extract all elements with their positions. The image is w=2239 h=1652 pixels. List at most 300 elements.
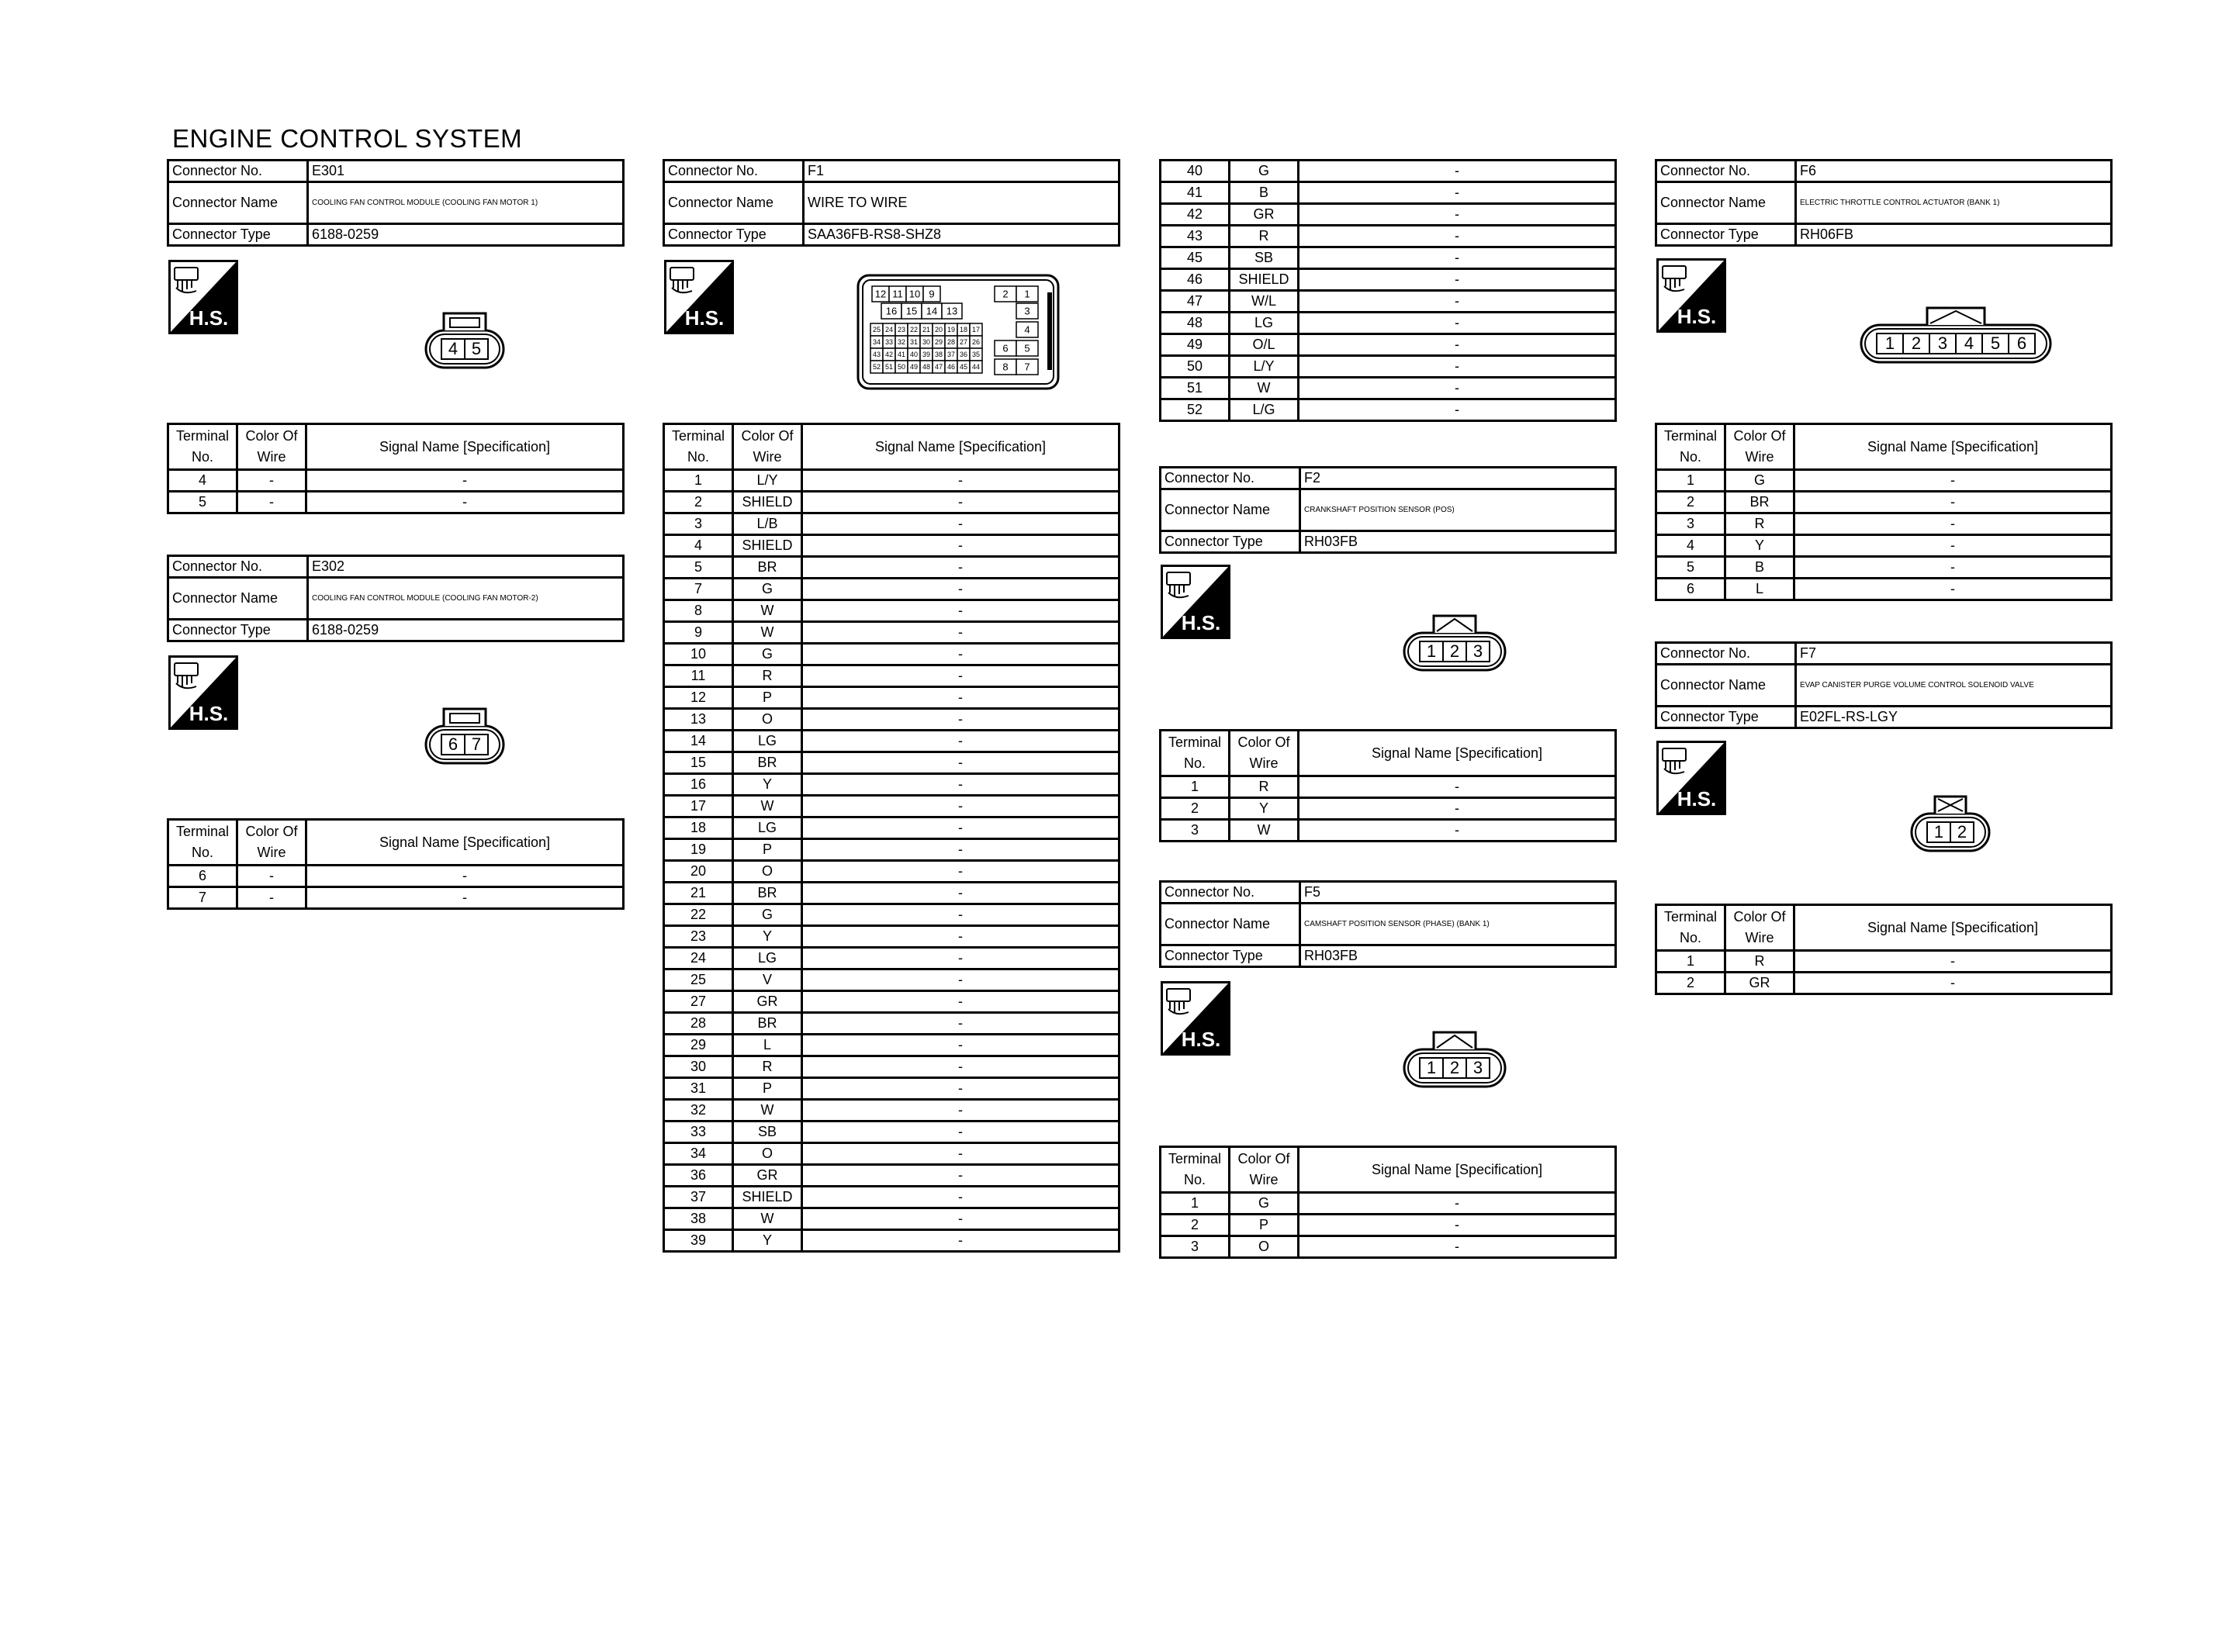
terminal-no-cell: 13 bbox=[664, 709, 733, 731]
pin-label: 20 bbox=[934, 326, 943, 334]
connector-no-value: F5 bbox=[1300, 882, 1616, 904]
table-row bbox=[664, 774, 1120, 796]
wire-color-cell: O bbox=[733, 861, 802, 883]
wire-color-cell: LG bbox=[1230, 313, 1299, 334]
terminal-table bbox=[167, 818, 625, 910]
pin-label: 4 bbox=[1964, 334, 1974, 353]
terminal-no-cell: 6 bbox=[168, 866, 237, 887]
terminal-no-cell: 21 bbox=[664, 883, 733, 904]
pin-label: 2 bbox=[1957, 822, 1967, 842]
color-wire-header: Color Of Wire bbox=[733, 424, 802, 470]
signal-name-cell: - bbox=[802, 622, 1120, 644]
wire-color-cell: L/G bbox=[1230, 399, 1299, 421]
terminal-no-cell: 3 bbox=[1161, 1236, 1230, 1258]
table-row bbox=[1161, 399, 1616, 421]
wire-color-cell: R bbox=[733, 1056, 802, 1078]
terminal-no-cell: 3 bbox=[1656, 513, 1725, 535]
wire-color-cell: - bbox=[237, 866, 306, 887]
pin-label: 24 bbox=[884, 326, 894, 334]
terminal-table-continued bbox=[1159, 159, 1617, 422]
pin-label: 10 bbox=[908, 288, 921, 300]
hs-icon-label: H.S. bbox=[189, 702, 229, 725]
pin-label: 3 bbox=[1024, 305, 1030, 317]
signal-name-cell: - bbox=[1794, 492, 2112, 513]
terminal-no-cell: 49 bbox=[1161, 334, 1230, 356]
signal-name-header: Signal Name [Specification] bbox=[1299, 1147, 1616, 1193]
connector-no-label: Connector No. bbox=[664, 161, 804, 182]
terminal-no-cell: 20 bbox=[664, 861, 733, 883]
table-row bbox=[664, 1208, 1120, 1230]
signal-name-cell: - bbox=[1299, 1236, 1616, 1258]
table-row bbox=[664, 839, 1120, 861]
terminal-no-cell: 2 bbox=[1161, 1215, 1230, 1236]
signal-name-cell: - bbox=[306, 887, 624, 909]
harness-side-icon bbox=[664, 260, 734, 334]
wire-color-cell: Y bbox=[1230, 798, 1299, 820]
connector-face-icon bbox=[1401, 1021, 1508, 1099]
wire-color-cell: LG bbox=[733, 817, 802, 839]
wire-color-cell: BR bbox=[733, 557, 802, 579]
terminal-no-cell: 43 bbox=[1161, 226, 1230, 247]
connector-name-value: CAMSHAFT POSITION SENSOR (PHASE) (BANK 1) bbox=[1300, 904, 1616, 945]
wire-color-cell: SB bbox=[733, 1121, 802, 1143]
connector-name-value: ELECTRIC THROTTLE CONTROL ACTUATOR (BANK 1) bbox=[1796, 182, 2112, 224]
pin-label: 1 bbox=[1426, 1058, 1437, 1077]
pin-label: 42 bbox=[884, 351, 894, 359]
connector-info bbox=[1655, 159, 2113, 247]
pin-label: 5 bbox=[471, 339, 482, 358]
pin-label: 1 bbox=[1933, 822, 1944, 842]
wire-color-cell: Y bbox=[733, 1230, 802, 1252]
terminal-no-cell: 1 bbox=[664, 470, 733, 492]
wire-color-cell: R bbox=[1725, 513, 1794, 535]
color-wire-header: Color Of Wire bbox=[1725, 905, 1794, 951]
pin-label: 44 bbox=[971, 363, 981, 372]
table-row bbox=[664, 904, 1120, 926]
wire-color-cell: G bbox=[1230, 1193, 1299, 1215]
pin-label: 3 bbox=[1937, 334, 1948, 353]
harness-side-icon bbox=[168, 655, 238, 730]
wire-color-cell: Y bbox=[733, 774, 802, 796]
terminal-no-cell: 30 bbox=[664, 1056, 733, 1078]
hs-icon bbox=[664, 260, 734, 334]
pin-label: 16 bbox=[885, 305, 898, 317]
terminal-no-cell: 41 bbox=[1161, 182, 1230, 204]
signal-name-cell: - bbox=[802, 861, 1120, 883]
signal-name-cell: - bbox=[1299, 269, 1616, 291]
table-row bbox=[168, 887, 624, 909]
color-wire-header: Color Of Wire bbox=[1725, 424, 1794, 470]
wire-color-cell: O bbox=[1230, 1236, 1299, 1258]
terminal-no-cell: 18 bbox=[664, 817, 733, 839]
terminal-no-cell: 5 bbox=[1656, 557, 1725, 579]
wire-color-cell: LG bbox=[733, 948, 802, 969]
pin-label: 6 bbox=[1002, 342, 1009, 354]
connector-face-icon bbox=[856, 274, 1060, 390]
connector-type-label: Connector Type bbox=[1656, 224, 1796, 246]
wire-color-cell: P bbox=[733, 839, 802, 861]
terminal-no-cell: 5 bbox=[664, 557, 733, 579]
wire-color-cell: P bbox=[1230, 1215, 1299, 1236]
terminal-no-cell: 4 bbox=[168, 470, 237, 492]
terminal-no-cell: 38 bbox=[664, 1208, 733, 1230]
pin-label: 2 bbox=[1911, 334, 1922, 353]
terminal-no-cell: 37 bbox=[664, 1187, 733, 1208]
table-row bbox=[664, 796, 1120, 817]
connector-type-label: Connector Type bbox=[1161, 945, 1300, 967]
connector-name-label: Connector Name bbox=[1161, 904, 1300, 945]
terminal-no-cell: 12 bbox=[664, 687, 733, 709]
hs-icon-label: H.S. bbox=[1677, 787, 1717, 810]
terminal-no-cell: 11 bbox=[664, 665, 733, 687]
terminal-no-header: Terminal No. bbox=[1656, 424, 1725, 470]
connector-face-icon bbox=[1858, 297, 2054, 375]
terminal-no-cell: 39 bbox=[664, 1230, 733, 1252]
pin-label: 11 bbox=[892, 288, 903, 300]
signal-name-header: Signal Name [Specification] bbox=[802, 424, 1120, 470]
wire-color-cell: W bbox=[733, 600, 802, 622]
table-row bbox=[664, 644, 1120, 665]
connector-type-label: Connector Type bbox=[1161, 531, 1300, 553]
pin-label: 36 bbox=[959, 351, 968, 359]
signal-name-cell: - bbox=[802, 1208, 1120, 1230]
signal-name-cell: - bbox=[1299, 399, 1616, 421]
terminal-no-cell: 33 bbox=[664, 1121, 733, 1143]
terminal-no-cell: 47 bbox=[1161, 291, 1230, 313]
signal-name-cell: - bbox=[1299, 776, 1616, 798]
terminal-no-cell: 2 bbox=[664, 492, 733, 513]
table-row bbox=[664, 948, 1120, 969]
table-row bbox=[168, 866, 624, 887]
connector-no-value: F1 bbox=[804, 161, 1120, 182]
terminal-no-cell: 23 bbox=[664, 926, 733, 948]
terminal-no-cell: 1 bbox=[1656, 470, 1725, 492]
table-row bbox=[1161, 378, 1616, 399]
wire-color-cell: SHIELD bbox=[733, 535, 802, 557]
terminal-list bbox=[167, 423, 625, 514]
terminal-no-cell: 24 bbox=[664, 948, 733, 969]
terminal-no-cell: 36 bbox=[664, 1165, 733, 1187]
terminal-no-cell: 8 bbox=[664, 600, 733, 622]
pin-label: 2 bbox=[1449, 641, 1460, 661]
table-row bbox=[1161, 247, 1616, 269]
wire-color-cell: R bbox=[1230, 226, 1299, 247]
terminal-no-cell: 4 bbox=[1656, 535, 1725, 557]
terminal-no-cell: 1 bbox=[1161, 776, 1230, 798]
connector-info bbox=[1159, 466, 1617, 554]
connector-type-label: Connector Type bbox=[1656, 707, 1796, 728]
wire-color-cell: - bbox=[237, 470, 306, 492]
table-row bbox=[1656, 470, 2112, 492]
pin-label: 48 bbox=[922, 363, 931, 372]
signal-name-cell: - bbox=[1299, 291, 1616, 313]
signal-name-cell: - bbox=[802, 1230, 1120, 1252]
terminal-no-header: Terminal No. bbox=[1161, 1147, 1230, 1193]
wire-color-cell: BR bbox=[733, 883, 802, 904]
signal-name-cell: - bbox=[802, 557, 1120, 579]
table-row bbox=[664, 1056, 1120, 1078]
pin-label: 28 bbox=[946, 338, 956, 347]
table-row bbox=[1161, 820, 1616, 842]
signal-name-cell: - bbox=[802, 1056, 1120, 1078]
pin-label: 14 bbox=[926, 305, 938, 317]
table-row bbox=[664, 557, 1120, 579]
pin-label: 6 bbox=[2016, 334, 2027, 353]
terminal-no-cell: 48 bbox=[1161, 313, 1230, 334]
connector-info bbox=[167, 555, 625, 642]
wire-color-cell: Y bbox=[733, 926, 802, 948]
connector-name-label: Connector Name bbox=[664, 182, 804, 224]
connector-type-label: Connector Type bbox=[168, 620, 308, 641]
connector-info-table bbox=[1655, 159, 2113, 247]
connector-name-value: COOLING FAN CONTROL MODULE (COOLING FAN MOTOR 1) bbox=[308, 182, 624, 224]
pin-label: 52 bbox=[872, 363, 881, 372]
table-row bbox=[664, 1035, 1120, 1056]
hs-icon-label: H.S. bbox=[684, 306, 725, 330]
signal-name-cell: - bbox=[802, 1143, 1120, 1165]
signal-name-cell: - bbox=[802, 991, 1120, 1013]
wire-color-cell: GR bbox=[733, 991, 802, 1013]
wire-color-cell: G bbox=[733, 644, 802, 665]
terminal-no-cell: 9 bbox=[664, 622, 733, 644]
signal-name-cell: - bbox=[802, 1100, 1120, 1121]
pin-label: 5 bbox=[1990, 334, 2001, 353]
signal-name-cell: - bbox=[802, 752, 1120, 774]
terminal-table bbox=[1159, 1146, 1617, 1259]
table-row bbox=[1656, 579, 2112, 600]
connector-name-value: CRANKSHAFT POSITION SENSOR (POS) bbox=[1300, 489, 1616, 531]
signal-name-cell: - bbox=[802, 1013, 1120, 1035]
table-row bbox=[664, 969, 1120, 991]
table-row bbox=[664, 1143, 1120, 1165]
signal-name-cell: - bbox=[802, 1078, 1120, 1100]
pin-label: 9 bbox=[929, 288, 935, 300]
signal-name-cell: - bbox=[1299, 820, 1616, 842]
table-row bbox=[1656, 557, 2112, 579]
connector-type-value: SAA36FB-RS8-SHZ8 bbox=[804, 224, 1120, 246]
terminal-no-cell: 51 bbox=[1161, 378, 1230, 399]
connector-name-value: WIRE TO WIRE bbox=[804, 182, 1120, 224]
wire-color-cell: G bbox=[1230, 161, 1299, 182]
table-row bbox=[1161, 1193, 1616, 1215]
wire-color-cell: G bbox=[733, 579, 802, 600]
signal-name-cell: - bbox=[1299, 334, 1616, 356]
harness-side-icon bbox=[168, 260, 238, 334]
pin-label: 6 bbox=[448, 734, 459, 754]
terminal-no-cell: 2 bbox=[1656, 973, 1725, 994]
signal-name-header: Signal Name [Specification] bbox=[1299, 731, 1616, 776]
table-row bbox=[1161, 1236, 1616, 1258]
connector-type-label: Connector Type bbox=[664, 224, 804, 246]
wire-color-cell: SHIELD bbox=[733, 1187, 802, 1208]
terminal-no-cell: 7 bbox=[664, 579, 733, 600]
terminal-no-header: Terminal No. bbox=[664, 424, 733, 470]
pin-label: 4 bbox=[1024, 323, 1030, 336]
pin-label: 40 bbox=[909, 351, 919, 359]
terminal-list bbox=[1655, 904, 2113, 995]
terminal-no-header: Terminal No. bbox=[1161, 731, 1230, 776]
pin-label: 47 bbox=[934, 363, 943, 372]
signal-name-cell: - bbox=[802, 513, 1120, 535]
pin-label: 39 bbox=[922, 351, 931, 359]
terminal-no-cell: 1 bbox=[1161, 1193, 1230, 1215]
wire-color-cell: GR bbox=[1230, 204, 1299, 226]
terminal-no-cell: 27 bbox=[664, 991, 733, 1013]
wire-color-cell: W bbox=[733, 1208, 802, 1230]
pin-label: 27 bbox=[959, 338, 968, 347]
terminal-no-cell: 2 bbox=[1656, 492, 1725, 513]
terminal-no-cell: 25 bbox=[664, 969, 733, 991]
terminal-no-cell: 2 bbox=[1161, 798, 1230, 820]
connector-info bbox=[167, 159, 625, 247]
wire-color-cell: R bbox=[1725, 951, 1794, 973]
connector-no-label: Connector No. bbox=[1161, 468, 1300, 489]
table-row bbox=[1161, 161, 1616, 182]
table-row bbox=[664, 1013, 1120, 1035]
connector-info-table bbox=[1159, 880, 1617, 968]
connector-type-value: RH03FB bbox=[1300, 945, 1616, 967]
hs-icon bbox=[1161, 981, 1230, 1056]
connector-type-value: 6188-0259 bbox=[308, 224, 624, 246]
pin-label: 46 bbox=[946, 363, 956, 372]
wire-color-cell: G bbox=[733, 904, 802, 926]
table-row bbox=[1656, 973, 2112, 994]
pin-label: 49 bbox=[909, 363, 919, 372]
pin-label: 31 bbox=[909, 338, 919, 347]
wire-color-cell: P bbox=[733, 687, 802, 709]
pin-label: 17 bbox=[971, 326, 981, 334]
terminal-list bbox=[1159, 729, 1617, 842]
signal-name-header: Signal Name [Specification] bbox=[1794, 424, 2112, 470]
table-row bbox=[1161, 204, 1616, 226]
table-row bbox=[664, 1078, 1120, 1100]
table-row bbox=[664, 709, 1120, 731]
signal-name-cell: - bbox=[1794, 513, 2112, 535]
wire-color-cell: L bbox=[1725, 579, 1794, 600]
connector-name-label: Connector Name bbox=[1161, 489, 1300, 531]
wire-color-cell: W bbox=[733, 1100, 802, 1121]
harness-side-icon bbox=[1161, 981, 1230, 1056]
wire-color-cell: W bbox=[1230, 820, 1299, 842]
table-row bbox=[1161, 798, 1616, 820]
terminal-no-cell: 3 bbox=[1161, 820, 1230, 842]
table-row bbox=[664, 513, 1120, 535]
connector-face-icon bbox=[1401, 605, 1508, 683]
connector-name-value: EVAP CANISTER PURGE VOLUME CONTROL SOLENOID VALVE bbox=[1796, 665, 2112, 707]
table-row bbox=[664, 752, 1120, 774]
connector-type-value: E02FL-RS-LGY bbox=[1796, 707, 2112, 728]
pin-label: 4 bbox=[448, 339, 459, 358]
terminal-no-cell: 15 bbox=[664, 752, 733, 774]
signal-name-cell: - bbox=[1794, 951, 2112, 973]
signal-name-cell: - bbox=[802, 774, 1120, 796]
wire-color-cell: L/B bbox=[733, 513, 802, 535]
signal-name-cell: - bbox=[1794, 557, 2112, 579]
signal-name-cell: - bbox=[802, 470, 1120, 492]
connector-no-value: F7 bbox=[1796, 643, 2112, 665]
pin-label: 1 bbox=[1024, 288, 1030, 300]
signal-name-cell: - bbox=[306, 866, 624, 887]
wire-color-cell: W/L bbox=[1230, 291, 1299, 313]
pin-label: 33 bbox=[884, 338, 894, 347]
table-row bbox=[1656, 492, 2112, 513]
pin-label: 35 bbox=[971, 351, 981, 359]
harness-side-icon bbox=[1161, 565, 1230, 639]
wire-color-cell: L/Y bbox=[733, 470, 802, 492]
pin-label: 19 bbox=[946, 326, 956, 334]
wire-color-cell: SHIELD bbox=[733, 492, 802, 513]
signal-name-cell: - bbox=[802, 600, 1120, 622]
wire-color-cell: O bbox=[733, 709, 802, 731]
connector-face-icon bbox=[1909, 786, 1992, 863]
table-row bbox=[664, 1165, 1120, 1187]
color-wire-header: Color Of Wire bbox=[237, 424, 306, 470]
wire-color-cell: O bbox=[733, 1143, 802, 1165]
table-row bbox=[664, 817, 1120, 839]
signal-name-cell: - bbox=[802, 1165, 1120, 1187]
pin-label: 32 bbox=[897, 338, 906, 347]
table-row bbox=[1656, 535, 2112, 557]
signal-name-cell: - bbox=[802, 644, 1120, 665]
pin-label: 5 bbox=[1024, 342, 1030, 354]
color-wire-header: Color Of Wire bbox=[1230, 731, 1299, 776]
connector-name-label: Connector Name bbox=[168, 578, 308, 620]
pin-label: 7 bbox=[471, 734, 482, 754]
hs-icon bbox=[1656, 258, 1726, 333]
table-row bbox=[664, 1100, 1120, 1121]
connector-name-label: Connector Name bbox=[1656, 665, 1796, 707]
table-row bbox=[1656, 951, 2112, 973]
pin-label: 12 bbox=[874, 288, 887, 300]
hs-icon bbox=[1656, 741, 1726, 815]
pin-label: 50 bbox=[897, 363, 906, 372]
table-row bbox=[1161, 1215, 1616, 1236]
terminal-list bbox=[167, 818, 625, 910]
connector-no-value: F6 bbox=[1796, 161, 2112, 182]
pin-label: 30 bbox=[922, 338, 931, 347]
table-row bbox=[1161, 776, 1616, 798]
signal-name-cell: - bbox=[306, 470, 624, 492]
pin-label: 26 bbox=[971, 338, 981, 347]
terminal-no-cell: 5 bbox=[168, 492, 237, 513]
signal-name-header: Signal Name [Specification] bbox=[306, 820, 624, 866]
table-row bbox=[664, 600, 1120, 622]
terminal-no-cell: 16 bbox=[664, 774, 733, 796]
wire-color-cell: B bbox=[1725, 557, 1794, 579]
wire-color-cell: L bbox=[733, 1035, 802, 1056]
connector-no-label: Connector No. bbox=[168, 556, 308, 578]
connector-no-label: Connector No. bbox=[1656, 161, 1796, 182]
terminal-list bbox=[663, 423, 1120, 1253]
connector-type-label: Connector Type bbox=[168, 224, 308, 246]
connector-face-icon bbox=[423, 698, 507, 776]
wire-color-cell: SHIELD bbox=[1230, 269, 1299, 291]
hs-icon-label: H.S. bbox=[1181, 1028, 1221, 1051]
terminal-table bbox=[1655, 904, 2113, 995]
table-row bbox=[664, 926, 1120, 948]
pin-label: 51 bbox=[884, 363, 894, 372]
terminal-no-cell: 32 bbox=[664, 1100, 733, 1121]
connector-info-table bbox=[167, 555, 625, 642]
terminal-no-cell: 34 bbox=[664, 1143, 733, 1165]
table-row bbox=[664, 1187, 1120, 1208]
terminal-table bbox=[1655, 423, 2113, 601]
table-row bbox=[664, 579, 1120, 600]
wire-color-cell: BR bbox=[733, 752, 802, 774]
pin-label: 22 bbox=[909, 326, 919, 334]
terminal-no-header: Terminal No. bbox=[168, 424, 237, 470]
signal-name-cell: - bbox=[1299, 378, 1616, 399]
